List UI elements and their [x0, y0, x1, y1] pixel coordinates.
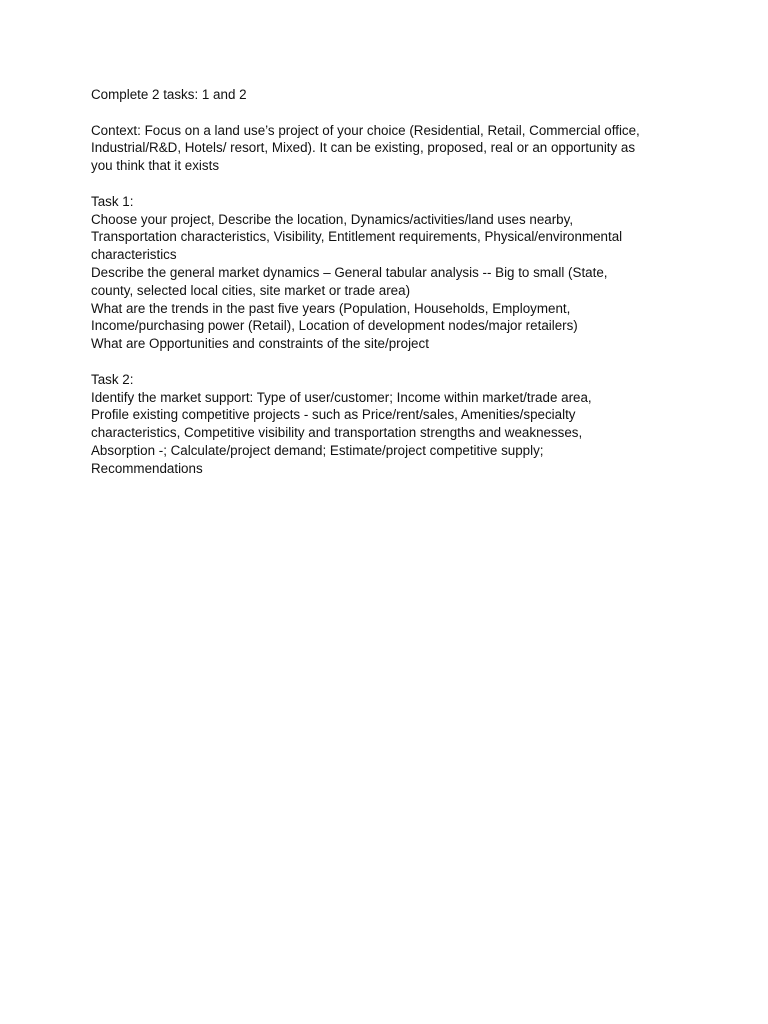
task2-line: characteristics, Competitive visibility and transportation strengths and weaknesses, [91, 425, 583, 441]
intro-line: Complete 2 tasks: 1 and 2 [91, 87, 247, 102]
document-body [91, 86, 691, 478]
task1-line: What are Opportunities and constraints of the site/project [91, 336, 429, 352]
context-line: Industrial/R&D, Hotels/ resort, Mixed). It can be existing, proposed, real or an opportunity as [91, 140, 636, 156]
task1-line: Transportation characteristics, Visibility, Entitlement requirements, Physical/environmental [91, 229, 623, 245]
context-line: Context: Focus on a land use’s project of your choice (Residential, Retail, Commercial office, [91, 122, 640, 138]
task1-heading: Task 1: [91, 193, 134, 209]
task1-line: county, selected local cities, site market or trade area) [91, 282, 411, 298]
paragraph-gap [91, 353, 691, 371]
task2-line: Profile existing competitive projects - such as Price/rent/sales, Amenities/specialty [91, 407, 576, 423]
task1-line: characteristics [91, 247, 177, 263]
paragraph-gap [91, 175, 691, 193]
task1-line: Income/purchasing power (Retail), Location of development nodes/major retailers) [91, 318, 578, 334]
context-line: you think that it exists [91, 158, 220, 174]
task1-line: Choose your project, Describe the location, Dynamics/activities/land uses nearby, [91, 211, 574, 227]
task2-section [91, 371, 691, 478]
task1-section [91, 193, 691, 353]
task1-line: Describe the general market dynamics – General tabular analysis -- Big to small (State, [91, 264, 608, 280]
task1-line: What are the trends in the past five years (Population, Households, Employment, [91, 300, 571, 316]
task2-heading: Task 2: [91, 371, 134, 387]
task2-line: Absorption -; Calculate/project demand; Estimate/project competitive supply; [91, 442, 544, 458]
task2-line: Identify the market support: Type of user/customer; Income within market/trade area, [91, 389, 592, 405]
context-paragraph [91, 122, 691, 175]
task2-line: Recommendations [91, 460, 203, 476]
paragraph-gap [91, 104, 691, 122]
